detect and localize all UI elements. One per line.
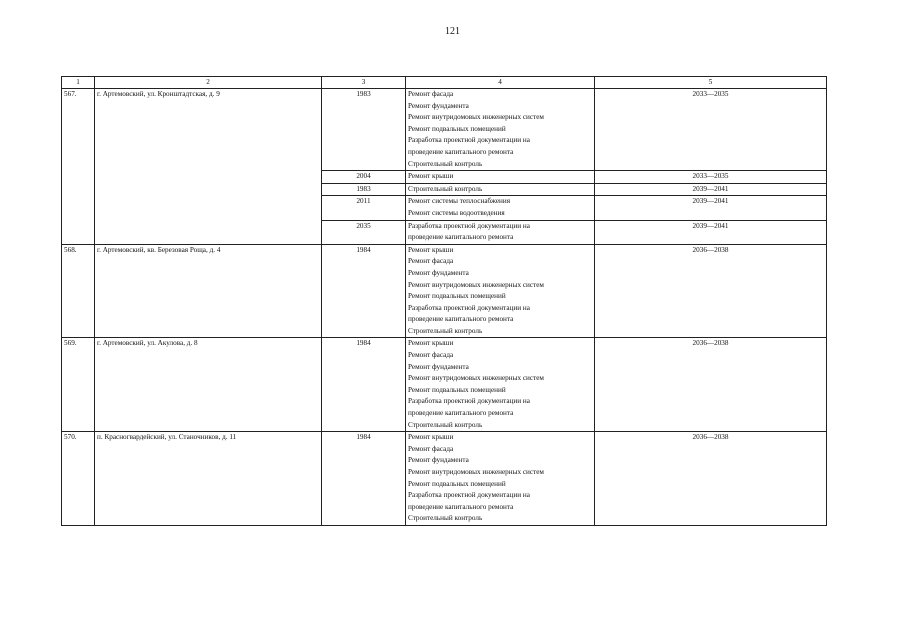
works-cell bbox=[406, 196, 595, 220]
period-cell: 2036—2038 bbox=[595, 244, 827, 338]
entry-number-cell: 568. bbox=[62, 244, 95, 338]
header-col-2: 2 bbox=[95, 77, 322, 89]
works-cell bbox=[406, 338, 595, 432]
period-cell: 2039—2041 bbox=[595, 220, 827, 244]
work-item: Ремонт системы теплоснабжения bbox=[408, 197, 511, 206]
header-col-4: 4 bbox=[406, 77, 595, 89]
work-item: проведение капитального ремонта bbox=[408, 147, 514, 156]
year-cell: 2004 bbox=[322, 171, 406, 184]
works-cell bbox=[406, 244, 595, 338]
work-item: Разработка проектной документации на bbox=[408, 136, 530, 145]
table-row bbox=[62, 244, 827, 338]
works-cell bbox=[406, 171, 595, 184]
year-cell: 1984 bbox=[322, 244, 406, 338]
table-header bbox=[62, 77, 827, 89]
work-item: Ремонт фасада bbox=[408, 444, 454, 453]
works-cell bbox=[406, 220, 595, 244]
work-item: Ремонт фундамента bbox=[408, 456, 469, 465]
work-item: Ремонт системы водоотведения bbox=[408, 208, 505, 217]
table-row bbox=[62, 89, 827, 171]
work-item: Ремонт подвальных помещений bbox=[408, 292, 506, 301]
header-col-5: 5 bbox=[595, 77, 827, 89]
work-item: Ремонт внутридомовых инженерных систем bbox=[408, 374, 544, 383]
work-item: Ремонт внутридомовых инженерных систем bbox=[408, 113, 544, 122]
entry-number-cell: 569. bbox=[62, 338, 95, 432]
work-item: Строительный контроль bbox=[408, 326, 483, 335]
work-item: Строительный контроль bbox=[408, 514, 483, 523]
work-item: Ремонт фасада bbox=[408, 351, 454, 360]
period-cell: 2039—2041 bbox=[595, 196, 827, 220]
address-cell: п. Красногвардейский, ул. Станочников, д. 11 bbox=[95, 432, 322, 526]
period-cell: 2033—2035 bbox=[595, 89, 827, 171]
header-col-3: 3 bbox=[322, 77, 406, 89]
year-cell: 1984 bbox=[322, 432, 406, 526]
work-item: Ремонт крыши bbox=[408, 339, 454, 348]
table-body bbox=[62, 89, 827, 526]
period-cell: 2036—2038 bbox=[595, 432, 827, 526]
work-item: Строительный контроль bbox=[408, 420, 483, 429]
work-item: Ремонт подвальных помещений bbox=[408, 385, 506, 394]
work-item: Строительный контроль bbox=[408, 184, 483, 193]
table-row bbox=[62, 338, 827, 432]
year-cell: 2011 bbox=[322, 196, 406, 220]
work-item: Ремонт внутридомовых инженерных систем bbox=[408, 468, 544, 476]
work-item: проведение капитального ремонта bbox=[408, 233, 514, 242]
work-item: Ремонт фасада bbox=[408, 90, 454, 98]
work-item: Разработка проектной документации на bbox=[408, 491, 530, 500]
work-item: Ремонт подвальных помещений bbox=[408, 479, 506, 488]
repair-schedule-table bbox=[61, 76, 827, 526]
work-item: Ремонт крыши bbox=[408, 172, 454, 181]
year-cell: 2035 bbox=[322, 220, 406, 244]
work-item: Ремонт фасада bbox=[408, 257, 454, 266]
works-cell bbox=[406, 432, 595, 526]
period-cell: 2039—2041 bbox=[595, 183, 827, 196]
works-cell bbox=[406, 183, 595, 196]
entry-number-cell: 570. bbox=[62, 432, 95, 526]
works-cell bbox=[406, 89, 595, 171]
header-col-1: 1 bbox=[62, 77, 95, 89]
address-cell: г. Артемовский, ул. Акулова, д. 8 bbox=[95, 338, 322, 432]
work-item: Разработка проектной документации на bbox=[408, 221, 530, 230]
work-item: Разработка проектной документации на bbox=[408, 397, 530, 406]
work-item: Ремонт фундамента bbox=[408, 101, 469, 110]
work-item: проведение капитального ремонта bbox=[408, 502, 514, 511]
period-cell: 2036—2038 bbox=[595, 338, 827, 432]
year-cell: 1983 bbox=[322, 183, 406, 196]
work-item: Ремонт внутридомовых инженерных систем bbox=[408, 280, 544, 289]
work-item: Ремонт фундамента bbox=[408, 268, 469, 277]
year-cell: 1984 bbox=[322, 338, 406, 432]
work-item: Строительный контроль bbox=[408, 159, 483, 168]
work-item: Ремонт крыши bbox=[408, 433, 454, 442]
work-item: Ремонт фундамента bbox=[408, 362, 469, 371]
work-item: проведение капитального ремонта bbox=[408, 409, 514, 418]
address-cell: г. Артемовский, ул. Кронштадтская, д. 9 bbox=[95, 89, 322, 245]
work-item: проведение капитального ремонта bbox=[408, 315, 514, 324]
header-row bbox=[62, 77, 827, 89]
year-cell: 1983 bbox=[322, 89, 406, 171]
work-item: Разработка проектной документации на bbox=[408, 303, 530, 312]
work-item: Ремонт крыши bbox=[408, 245, 454, 254]
table-row bbox=[62, 432, 827, 526]
address-cell: г. Артемовский, кв. Березовая Роща, д. 4 bbox=[95, 244, 322, 338]
entry-number-cell: 567. bbox=[62, 89, 95, 245]
period-cell: 2033—2035 bbox=[595, 171, 827, 184]
work-item: Ремонт подвальных помещений bbox=[408, 124, 506, 133]
page-number: 121 bbox=[445, 26, 460, 37]
